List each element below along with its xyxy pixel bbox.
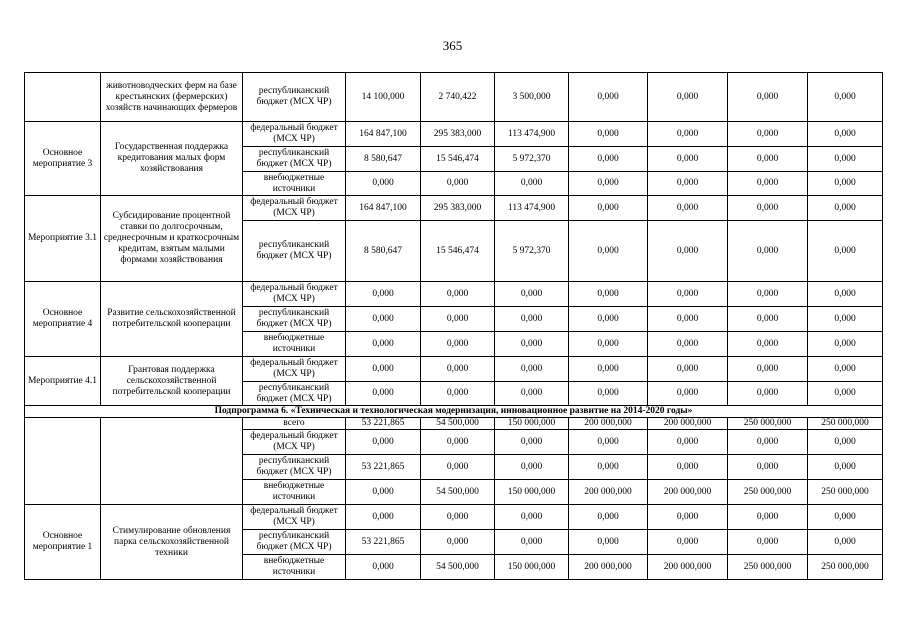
budget-table [24,72,883,580]
amount-cell: 150 000,000 [495,418,569,430]
amount-cell: 0,000 [728,196,808,221]
amount-cell: 0,000 [346,430,421,455]
amount-cell: 14 100,000 [346,73,421,122]
amount-cell: 200 000,000 [569,480,648,505]
amount-cell: 0,000 [648,357,728,382]
amount-cell: 0,000 [346,332,421,357]
amount-cell: 250 000,000 [808,418,883,430]
funding-source-cell: республиканский бюджет (МСХ ЧР) [243,73,346,122]
funding-source-cell: республиканский бюджет (МСХ ЧР) [243,530,346,555]
subprogram-title: Подпрограмма 6. «Техническая и технологическая модернизация, инновационное развитие на 2014-2020 годы» [25,406,883,418]
amount-cell: 0,000 [421,455,495,480]
amount-cell: 15 546,474 [421,221,495,282]
amount-cell: 250 000,000 [728,418,808,430]
amount-cell: 0,000 [648,196,728,221]
amount-cell: 295 383,000 [421,196,495,221]
amount-cell: 0,000 [648,455,728,480]
amount-cell: 0,000 [648,147,728,172]
amount-cell: 0,000 [495,307,569,332]
amount-cell: 0,000 [495,455,569,480]
activity-name-cell: Грантовая поддержка сельскохозяйственной потребительской кооперации [101,357,243,406]
amount-cell: 0,000 [728,73,808,122]
amount-cell: 0,000 [648,382,728,406]
amount-cell: 0,000 [346,505,421,530]
amount-cell: 200 000,000 [648,418,728,430]
amount-cell: 0,000 [728,122,808,147]
amount-cell: 0,000 [569,332,648,357]
table-row [25,196,883,221]
amount-cell: 5 972,370 [495,147,569,172]
amount-cell: 0,000 [421,307,495,332]
amount-cell: 200 000,000 [569,555,648,580]
amount-cell: 0,000 [808,430,883,455]
amount-cell: 0,000 [808,382,883,406]
amount-cell: 250 000,000 [728,555,808,580]
amount-cell: 0,000 [569,505,648,530]
amount-cell: 0,000 [728,430,808,455]
amount-cell: 0,000 [808,332,883,357]
table-row [25,73,883,122]
funding-source-cell: республиканский бюджет (МСХ ЧР) [243,455,346,480]
amount-cell: 200 000,000 [648,480,728,505]
amount-cell: 0,000 [421,282,495,307]
amount-cell: 54 500,000 [421,418,495,430]
amount-cell: 0,000 [495,382,569,406]
amount-cell: 0,000 [648,221,728,282]
amount-cell: 2 740,422 [421,73,495,122]
amount-cell: 0,000 [346,480,421,505]
activity-name-cell: Стимулирование обновления парка сельскохозяйственной техники [101,505,243,580]
amount-cell: 0,000 [808,530,883,555]
funding-source-cell: федеральный бюджет (МСХ ЧР) [243,282,346,307]
amount-cell: 8 580,647 [346,147,421,172]
amount-cell: 0,000 [728,307,808,332]
amount-cell: 0,000 [728,221,808,282]
activity-name-cell: Развитие сельскохозяйственной потребительской кооперации [101,282,243,357]
page-number: 365 [442,38,463,53]
amount-cell: 0,000 [569,430,648,455]
funding-source-cell: федеральный бюджет (МСХ ЧР) [243,505,346,530]
amount-cell: 0,000 [808,505,883,530]
amount-cell: 0,000 [728,357,808,382]
funding-source-cell: федеральный бюджет (МСХ ЧР) [243,196,346,221]
funding-source-cell: республиканский бюджет (МСХ ЧР) [243,382,346,406]
amount-cell: 0,000 [421,382,495,406]
amount-cell: 54 500,000 [421,555,495,580]
amount-cell: 250 000,000 [808,555,883,580]
activity-label-cell [25,73,101,122]
amount-cell: 0,000 [495,172,569,196]
amount-cell: 0,000 [808,73,883,122]
amount-cell: 0,000 [648,430,728,455]
amount-cell: 0,000 [495,430,569,455]
funding-source-cell: внебюджетные источники [243,480,346,505]
amount-cell: 200 000,000 [569,418,648,430]
amount-cell: 0,000 [421,357,495,382]
amount-cell: 53 221,865 [346,455,421,480]
amount-cell: 0,000 [808,282,883,307]
amount-cell: 0,000 [648,505,728,530]
funding-source-cell: республиканский бюджет (МСХ ЧР) [243,221,346,282]
amount-cell: 150 000,000 [495,480,569,505]
amount-cell: 0,000 [808,307,883,332]
amount-cell: 113 474,900 [495,122,569,147]
amount-cell: 0,000 [569,307,648,332]
amount-cell: 0,000 [808,147,883,172]
amount-cell: 0,000 [728,332,808,357]
amount-cell: 250 000,000 [728,480,808,505]
activity-label-cell: Основное мероприятие 3 [25,122,101,196]
amount-cell: 0,000 [569,73,648,122]
amount-cell: 200 000,000 [648,555,728,580]
amount-cell: 3 500,000 [495,73,569,122]
amount-cell: 0,000 [569,122,648,147]
activity-label-cell [25,418,101,505]
amount-cell: 0,000 [495,505,569,530]
amount-cell: 250 000,000 [808,480,883,505]
table-row [25,357,883,382]
amount-cell: 0,000 [808,221,883,282]
amount-cell: 0,000 [728,455,808,480]
activity-name-cell: Субсидирование процентной ставки по долгосрочным, среднесрочным и краткосрочным кредитам, взятым малыми формами хозяйствования [101,196,243,282]
funding-source-cell: федеральный бюджет (МСХ ЧР) [243,430,346,455]
amount-cell: 53 221,865 [346,530,421,555]
activity-name-cell: Государственная поддержка кредитования малых форм хозяйствования [101,122,243,196]
amount-cell: 0,000 [346,172,421,196]
amount-cell: 113 474,900 [495,196,569,221]
table-row [25,418,883,430]
amount-cell: 0,000 [569,455,648,480]
amount-cell: 0,000 [569,147,648,172]
amount-cell: 0,000 [648,172,728,196]
table-row [25,282,883,307]
amount-cell: 5 972,370 [495,221,569,282]
amount-cell: 0,000 [495,357,569,382]
amount-cell: 53 221,865 [346,418,421,430]
amount-cell: 0,000 [728,530,808,555]
funding-source-cell: внебюджетные источники [243,172,346,196]
funding-source-cell: республиканский бюджет (МСХ ЧР) [243,147,346,172]
funding-source-cell: всего [243,418,346,430]
amount-cell: 0,000 [728,505,808,530]
amount-cell: 0,000 [648,332,728,357]
amount-cell: 0,000 [569,196,648,221]
amount-cell: 295 383,000 [421,122,495,147]
amount-cell: 0,000 [569,282,648,307]
amount-cell: 15 546,474 [421,147,495,172]
amount-cell: 0,000 [648,530,728,555]
activity-label-cell: Основное мероприятие 4 [25,282,101,357]
amount-cell: 0,000 [808,172,883,196]
amount-cell: 54 500,000 [421,480,495,505]
amount-cell: 0,000 [808,122,883,147]
amount-cell: 164 847,100 [346,122,421,147]
amount-cell: 0,000 [648,282,728,307]
amount-cell: 0,000 [808,357,883,382]
amount-cell: 0,000 [728,282,808,307]
funding-source-cell: внебюджетные источники [243,555,346,580]
amount-cell: 0,000 [569,172,648,196]
amount-cell: 0,000 [346,307,421,332]
amount-cell: 0,000 [728,147,808,172]
funding-source-cell: внебюджетные источники [243,332,346,357]
amount-cell: 0,000 [569,357,648,382]
amount-cell: 0,000 [648,307,728,332]
table-row [25,122,883,147]
amount-cell: 0,000 [421,172,495,196]
activity-label-cell: Мероприятие 4.1 [25,357,101,406]
funding-source-cell: федеральный бюджет (МСХ ЧР) [243,122,346,147]
amount-cell: 0,000 [495,530,569,555]
amount-cell: 164 847,100 [346,196,421,221]
amount-cell: 0,000 [346,357,421,382]
activity-label-cell: Мероприятие 3.1 [25,196,101,282]
table-row [25,505,883,530]
amount-cell: 0,000 [728,382,808,406]
amount-cell: 0,000 [569,382,648,406]
amount-cell: 0,000 [346,282,421,307]
subprogram-row [25,406,883,418]
amount-cell: 0,000 [808,455,883,480]
amount-cell: 0,000 [648,122,728,147]
amount-cell: 0,000 [495,282,569,307]
amount-cell: 0,000 [728,172,808,196]
amount-cell: 0,000 [346,555,421,580]
funding-source-cell: федеральный бюджет (МСХ ЧР) [243,357,346,382]
amount-cell: 0,000 [648,73,728,122]
amount-cell: 0,000 [569,530,648,555]
amount-cell: 0,000 [346,382,421,406]
amount-cell: 0,000 [808,196,883,221]
amount-cell: 8 580,647 [346,221,421,282]
funding-source-cell: республиканский бюджет (МСХ ЧР) [243,307,346,332]
amount-cell: 0,000 [421,332,495,357]
activity-name-cell [101,418,243,505]
activity-name-cell: животноводческих ферм на базе крестьянских (фермерских) хозяйств начинающих фермеров [101,73,243,122]
amount-cell: 0,000 [495,332,569,357]
amount-cell: 0,000 [421,530,495,555]
amount-cell: 0,000 [569,221,648,282]
activity-label-cell: Основное мероприятие 1 [25,505,101,580]
amount-cell: 0,000 [421,505,495,530]
amount-cell: 150 000,000 [495,555,569,580]
amount-cell: 0,000 [421,430,495,455]
